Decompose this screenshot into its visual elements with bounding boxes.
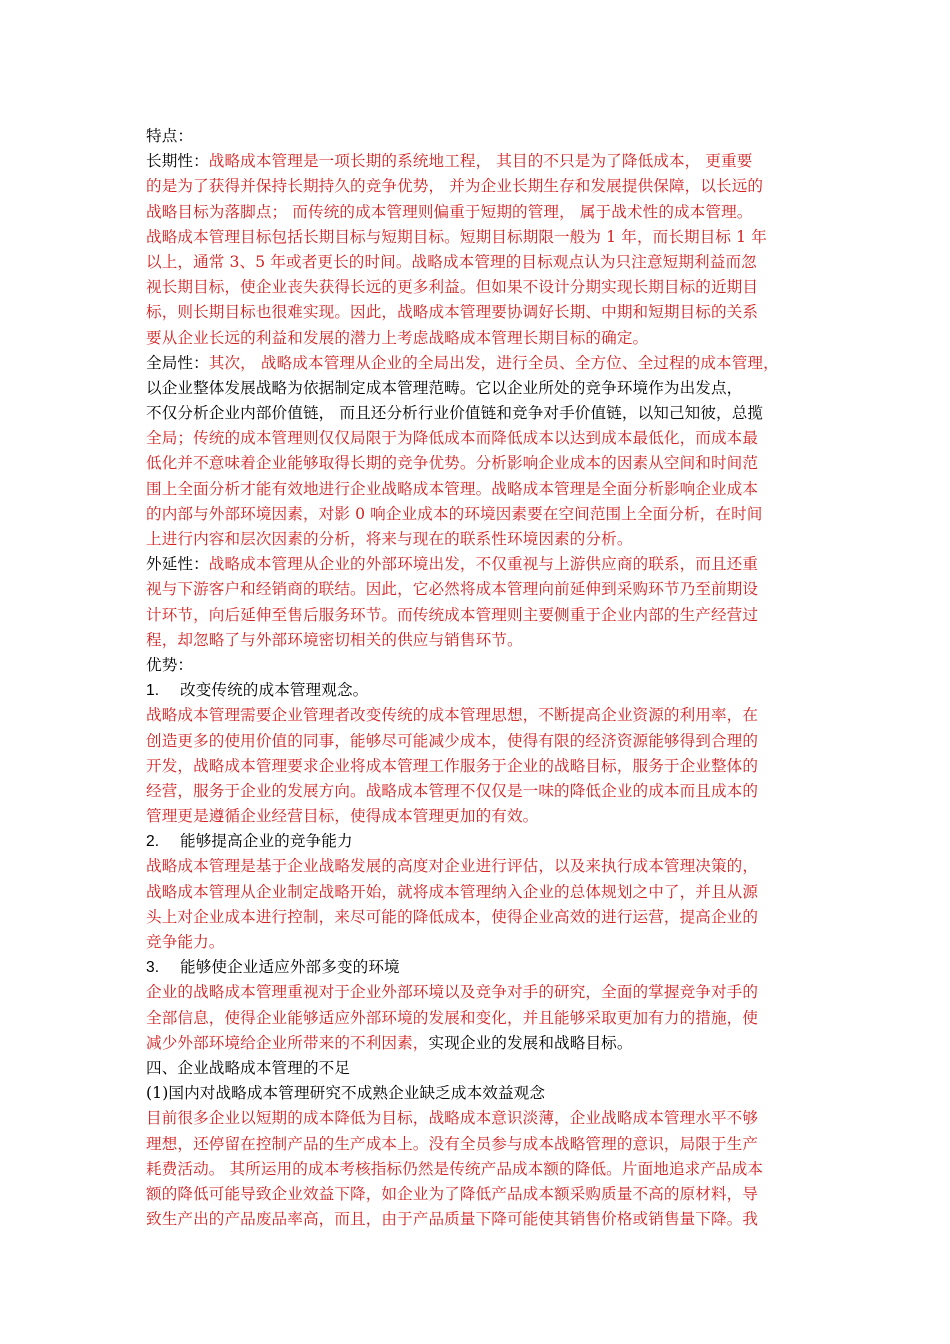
- text-line: [146, 754, 811, 779]
- body-text: 实现企业的发展和战略目标。: [428, 1033, 633, 1052]
- text-line: [146, 527, 811, 552]
- text-line: [146, 628, 811, 653]
- text-line: [146, 1157, 811, 1182]
- highlighted-text: 战略成本管理从企业的外部环境出发，不仅重视与上游供应商的联系，而且还重: [208, 555, 759, 574]
- text-line: [146, 1056, 811, 1081]
- text-line: [146, 300, 811, 325]
- text-line: [146, 729, 811, 754]
- text-line: [146, 1207, 811, 1232]
- text-line: [146, 451, 811, 476]
- body-text: 改变传统的成本管理观念。: [180, 681, 369, 700]
- highlighted-text: 视与下游客户和经销商的联结。因此，它必然将成本管理向前延伸到采购环节乃至前期设: [146, 580, 759, 599]
- body-text: 优势：: [146, 655, 194, 674]
- body-text: 能够使企业适应外部多变的环境: [180, 958, 400, 977]
- text-line: [146, 1182, 811, 1207]
- text-line: [146, 477, 811, 502]
- highlighted-text: 程，却忽略了与外部环境密切相关的供应与销售环节。: [146, 630, 523, 649]
- text-line: [146, 779, 811, 804]
- body-text: 能够提高企业的竞争能力: [180, 832, 353, 851]
- list-number: 3.: [146, 959, 160, 977]
- text-line: [146, 401, 811, 426]
- body-text: 不仅分析企业内部价值链， 而且还分析行业价值链和竞争对手价值链，以知己知彼，总揽: [146, 404, 764, 423]
- highlighted-text: 战略成本管理是一项长期的系统地工程， 其目的不只是为了降低成本， 更重要: [208, 152, 753, 171]
- highlighted-text: 低化并不意味着企业能够取得长期的竞争优势。分析影响企业成本的因素从空间和时间范: [146, 454, 759, 473]
- text-line: [146, 905, 811, 930]
- highlighted-text: 战略成本管理是基于企业战略发展的高度对企业进行评估，以及来执行成本管理决策的，: [146, 857, 759, 876]
- text-line: [146, 1031, 811, 1056]
- highlighted-text: 减少外部环境给企业所带来的不利因素，: [146, 1033, 429, 1052]
- text-line: [146, 577, 811, 602]
- text-line: [146, 930, 811, 955]
- text-line: [146, 678, 811, 703]
- highlighted-text: 全部信息，使得企业能够适应外部环境的发展和变化，并且能够采取更加有力的措施，使: [146, 1008, 759, 1027]
- text-line: [146, 326, 811, 351]
- highlighted-text: 管理更是遵循企业经营目标，使得成本管理更加的有效。: [146, 807, 539, 826]
- highlighted-text: 理想，还停留在控制产品的生产成本上。没有全员参与成本战略管理的意识，局限于生产: [146, 1134, 759, 1153]
- highlighted-text: 战略成本管理目标包括长期目标与短期目标。短期目标期限一般为 1 年，而长期目标 1 年: [146, 227, 767, 246]
- body-text: 以企业整体发展战略为依据制定成本管理范畴。它以企业所处的竞争环境作为出发点，: [146, 378, 743, 397]
- highlighted-text: 视长期目标，使企业丧失获得长远的更多利益。但如果不设计分期实现长期目标的近期目: [146, 278, 759, 297]
- list-number: 2.: [146, 833, 160, 851]
- highlighted-text: 额的降低可能导致企业效益下降，如企业为了降低产品成本额采购质量不高的原材料，导: [146, 1184, 759, 1203]
- text-line: [146, 250, 811, 275]
- text-line: [146, 225, 811, 250]
- text-line: [146, 854, 811, 879]
- text-line: [146, 1081, 811, 1106]
- highlighted-text: 目前很多企业以短期的成本降低为目标，战略成本意识淡薄，企业战略成本管理水平不够: [146, 1109, 759, 1128]
- highlighted-text: 开发，战略成本管理要求企业将成本管理工作服务于企业的战略目标，服务于企业整体的: [146, 756, 759, 775]
- document-page: [146, 124, 811, 1232]
- text-line: [146, 1132, 811, 1157]
- body-text: 特点：: [146, 127, 194, 145]
- highlighted-text: 围上全面分析才能有效地进行企业战略成本管理。战略成本管理是全面分析影响企业成本: [146, 479, 759, 498]
- text-line: [146, 200, 811, 225]
- highlighted-text: 创造更多的使用价值的同事，能够尽可能减少成本，使得有限的经济资源能够得到合理的: [146, 731, 759, 750]
- text-line: [146, 880, 811, 905]
- body-text: (1)国内对战略成本管理研究不成熟企业缺乏成本效益观念: [146, 1084, 546, 1103]
- text-line: [146, 703, 811, 728]
- highlighted-text: 全局；传统的成本管理则仅仅局限于为降低成本而降低成本以达到成本最低化，而成本最: [146, 429, 759, 448]
- text-line: [146, 1106, 811, 1131]
- text-line: [146, 653, 811, 678]
- highlighted-text: 耗费活动。 其所运用的成本考核指标仍然是传统产品成本额的降低。片面地追求产品成本: [146, 1159, 764, 1178]
- highlighted-text: 竞争能力。: [146, 933, 225, 951]
- highlighted-text: 的是为了获得并保持长期持久的竞争优势， 并为企业长期生存和发展提供保障，以长远的: [146, 177, 764, 196]
- body-text: 外延性：: [146, 555, 209, 574]
- highlighted-text: 经营，服务于企业的发展方向。战略成本管理不仅仅是一味的降低企业的成本而且成本的: [146, 781, 759, 800]
- list-number: 1.: [146, 682, 160, 700]
- highlighted-text: 要从企业长远的利益和发展的潜力上考虑战略成本管理长期目标的确定。: [146, 328, 649, 347]
- text-line: [146, 275, 811, 300]
- highlighted-text: 头上对企业成本进行控制，来尽可能的降低成本，使得企业高效的进行运营，提高企业的: [146, 907, 759, 926]
- text-line: [146, 124, 811, 149]
- text-line: [146, 174, 811, 199]
- highlighted-text: 上进行内容和层次因素的分析，将来与现在的联系性环境因素的分析。: [146, 530, 633, 548]
- highlighted-text: 计环节，向后延伸至售后服务环节。而传统成本管理则主要侧重于企业内部的生产经营过: [146, 605, 759, 624]
- text-line: [146, 955, 811, 980]
- highlighted-text: 其次， 战略成本管理从企业的全局出发，进行全员、全方位、全过程的成本管理，: [208, 353, 779, 372]
- text-line: [146, 552, 811, 577]
- highlighted-text: 战略成本管理需要企业管理者改变传统的成本管理思想，不断提高企业资源的利用率，在: [146, 706, 759, 725]
- text-line: [146, 426, 811, 451]
- highlighted-text: 致生产出的产品废品率高，而且，由于产品质量下降可能使其销售价格或销售量下降。我: [146, 1210, 759, 1229]
- text-line: [146, 376, 811, 401]
- text-line: [146, 829, 811, 854]
- highlighted-text: 的内部与外部环境因素，对影 0 响企业成本的环境因素要在空间范围上全面分析，在时间: [146, 504, 763, 523]
- highlighted-text: 战略目标为落脚点； 而传统的成本管理则偏重于短期的管理， 属于战术性的成本管理。: [146, 202, 753, 221]
- highlighted-text: 战略成本管理从企业制定战略开始，就将成本管理纳入企业的总体规划之中了，并且从源: [146, 882, 759, 901]
- text-line: [146, 980, 811, 1005]
- body-text: 全局性：: [146, 353, 209, 372]
- highlighted-text: 企业的战略成本管理重视对于企业外部环境以及竞争对手的研究，全面的掌握竞争对手的: [146, 983, 759, 1002]
- text-line: [146, 502, 811, 527]
- body-text: 四、企业战略成本管理的不足: [146, 1058, 351, 1077]
- text-line: [146, 149, 811, 174]
- text-line: [146, 603, 811, 628]
- text-line: [146, 1006, 811, 1031]
- text-line: [146, 804, 811, 829]
- highlighted-text: 以上，通常 3、5 年或者更长的时间。战略成本管理的目标观点认为只注意短期利益而忽: [146, 252, 757, 271]
- highlighted-text: 标，则长期目标也很难实现。因此，战略成本管理要协调好长期、中期和短期目标的关系: [146, 303, 759, 322]
- text-line: [146, 351, 811, 376]
- body-text: 长期性：: [146, 152, 209, 171]
